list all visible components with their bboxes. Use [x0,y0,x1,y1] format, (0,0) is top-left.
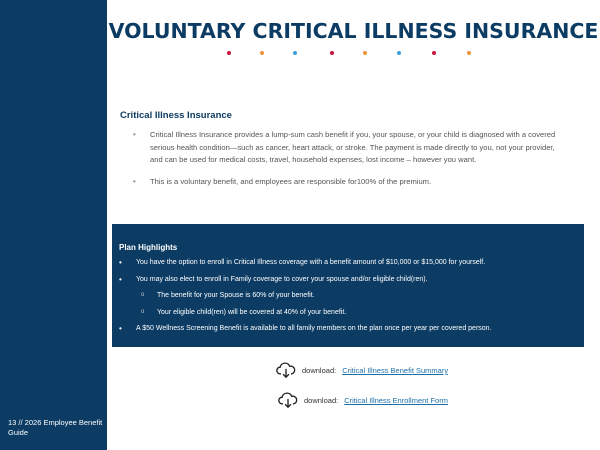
cloud-download-icon [276,362,296,379]
plan-subitem [117,308,579,325]
bullet-marker: • [133,176,136,186]
plan-item-text: Your eligible child(ren) will be covered at 40% of your benefit. [157,308,347,316]
intro-bullet [122,129,562,167]
plan-highlights-title: Plan Highlights [119,243,178,252]
plan-highlights-box [112,224,584,347]
download-row-summary [276,362,448,379]
plan-item-text: You have the option to enroll in Critical Illness coverage with a benefit amount of $10,000 or $15,000 for yourself. [136,259,486,266]
plan-item [117,324,579,341]
intro-bullet-text: Critical Illness Insurance provides a lump-sum cash benefit if you, your spouse, or your child is diagnosed with a covered serious health condition—such as cancer, heart attack, or stroke. The payment is made directly to you, not your provider, and can be used for medical costs, travel, household expenses, lost income – however you want. [150,130,556,164]
download-label: download: [304,396,339,405]
intro-bullet-text: This is a voluntary benefit, and employees are responsible for100% of the premium. [150,176,432,186]
decor-dot [467,51,471,55]
decor-dot [397,51,401,55]
cloud-download-icon [278,392,298,409]
plan-item-text: You may also elect to enroll in Family coverage to cover your spouse and/or eligible child(ren). [136,275,428,283]
decor-dot [363,51,367,55]
decor-dot [260,51,264,55]
download-row-enrollment [278,392,448,409]
plan-item [117,258,579,275]
sidebar-band [0,0,107,450]
sub-bullet-marker: o [141,292,145,298]
bullet-marker: • [119,274,122,284]
benefit-summary-link[interactable]: Critical Illness Benefit Summary [342,366,449,375]
intro-bullet-list [122,129,562,197]
sub-bullet-marker: o [141,308,145,315]
decor-dot [432,51,436,55]
plan-item-text: The benefit for your Spouse is 60% of your benefit. [157,292,315,299]
page-title: VOLUNTARY CRITICAL ILLNESS INSURANCE [108,19,599,43]
section-heading: Critical Illness Insurance [120,110,232,121]
bullet-marker: • [119,324,122,333]
plan-item-text: A $50 Wellness Screening Benefit is available to all family members on the plan once per year per covered person. [136,325,492,332]
download-label: download: [302,366,337,375]
plan-item [117,275,579,292]
decor-dot [227,51,231,55]
bullet-marker: • [119,258,122,267]
decor-dot [330,51,334,55]
bullet-marker: • [133,130,136,139]
page-footer: 13 // 2026 Employee Benefit Guide [8,418,103,437]
enrollment-form-link[interactable]: Critical Illness Enrollment Form [344,396,448,405]
plan-highlights-list [117,258,579,341]
decorative-dots [0,51,600,57]
intro-bullet [122,176,562,189]
plan-subitem [117,291,579,308]
decor-dot [293,51,297,55]
